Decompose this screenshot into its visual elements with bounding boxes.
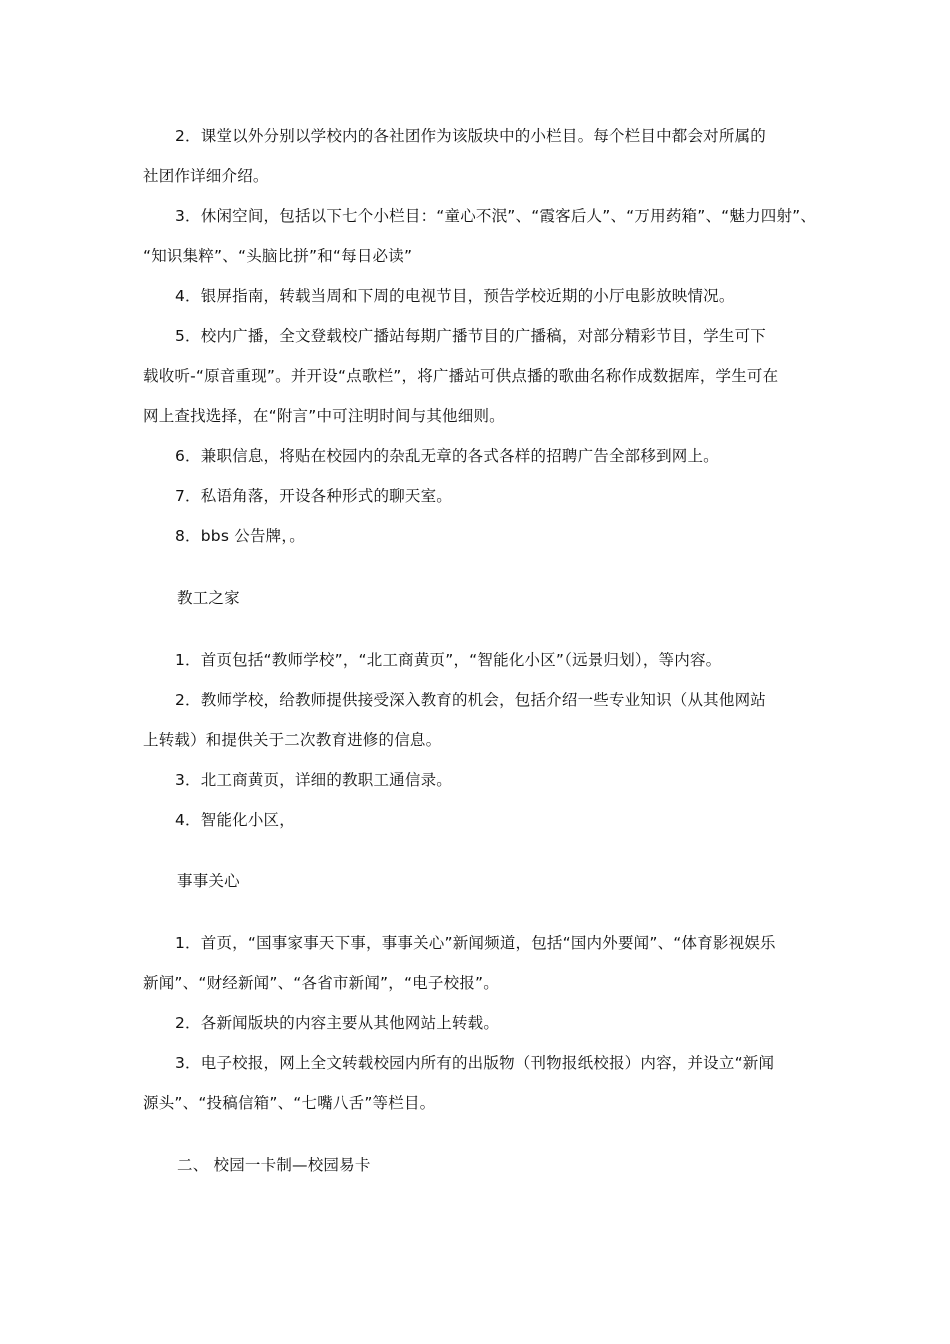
paragraph-chat-rooms: 7．私语角落，开设各种形式的聊天室。 xyxy=(175,487,452,505)
section-heading-news: 事事关心 xyxy=(177,872,240,890)
paragraph-broadcast-line-2: 载收听-“原音重现”。并开设“点歌栏”，将广播站可供点播的歌曲名称作成数据库，学生可在 xyxy=(143,367,779,385)
paragraph-teacher-school-line-1: 2．教师学校，给教师提供接受深入教育的机会，包括介绍一些专业知识（从其他网站 xyxy=(175,691,766,709)
paragraph-leisure-line-2: “知识集粹”、“头脑比拼”和“每日必读” xyxy=(143,247,413,265)
paragraph-bbs: 8．bbs 公告牌，。 xyxy=(175,527,305,545)
paragraph-news-homepage-line-1: 1．首页，“国事家事天下事，事事关心”新闻频道，包括“国内外要闻”、“体育影视娱乐 xyxy=(175,934,776,952)
paragraph-part-time-jobs: 6．兼职信息，将贴在校园内的杂乱无章的各式各样的招聘广告全部移到网上。 xyxy=(175,447,719,465)
paragraph-broadcast-line-3: 网上查找选择，在“附言”中可注明时间与其他细则。 xyxy=(143,407,505,425)
section-heading-campus-card: 二、 校园一卡制—校园易卡 xyxy=(177,1156,371,1174)
paragraph-news-sources: 2．各新闻版块的内容主要从其他网站上转载。 xyxy=(175,1014,500,1032)
paragraph-e-newspaper-line-1: 3．电子校报，网上全文转载校园内所有的出版物（刊物报纸校报）内容，并设立“新闻 xyxy=(175,1054,775,1072)
paragraph-clubs-line-2: 社团作详细介绍。 xyxy=(143,167,269,185)
paragraph-teacher-school-line-2: 上转载）和提供关于二次教育进修的信息。 xyxy=(143,731,442,749)
paragraph-broadcast-line-1: 5．校内广播，全文登载校广播站每期广播节目的广播稿，对部分精彩节目，学生可下 xyxy=(175,327,766,345)
paragraph-yellow-pages: 3．北工商黄页，详细的教职工通信录。 xyxy=(175,771,452,789)
paragraph-staff-homepage: 1．首页包括“教师学校”，“北工商黄页”，“智能化小区”（远景归划），等内容。 xyxy=(175,651,722,669)
paragraph-news-homepage-line-2: 新闻”、“财经新闻”、“各省市新闻”，“电子校报”。 xyxy=(143,974,499,992)
paragraph-leisure-line-1: 3．休闲空间，包括以下七个小栏目：“童心不泯”、“霞客后人”、“万用药箱”、“魅力四射”、 xyxy=(175,207,817,225)
paragraph-tv-guide: 4．银屏指南，转载当周和下周的电视节目，预告学校近期的小厅电影放映情况。 xyxy=(175,287,735,305)
paragraph-clubs-line-1: 2．课堂以外分别以学校内的各社团作为该版块中的小栏目。每个栏目中都会对所属的 xyxy=(175,127,766,145)
paragraph-smart-community: 4．智能化小区， xyxy=(175,811,295,829)
section-heading-staff-home: 教工之家 xyxy=(177,589,240,607)
paragraph-e-newspaper-line-2: 源头”、“投稿信箱”、“七嘴八舌”等栏目。 xyxy=(143,1094,436,1112)
